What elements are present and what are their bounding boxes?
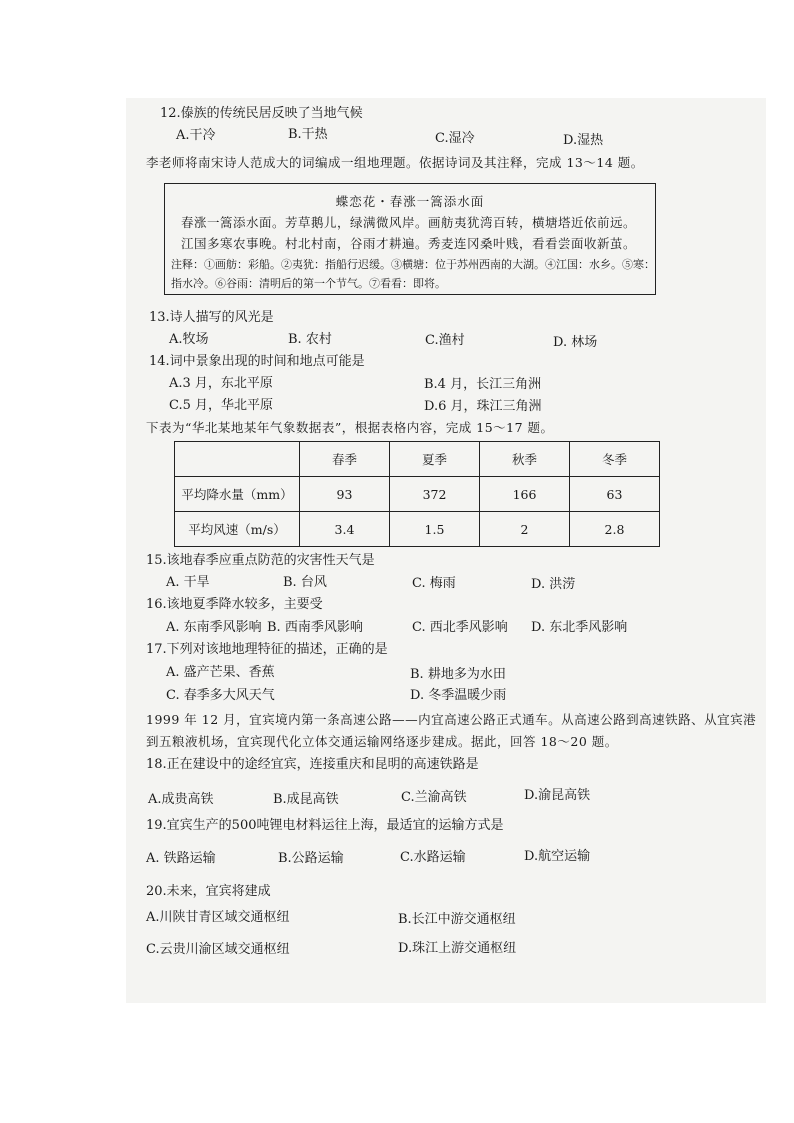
table-cell: 63 (570, 477, 660, 512)
q18-stem: 18.正在建设中的途经宜宾，连接重庆和昆明的高速铁路是 (146, 757, 479, 772)
q12-option-a: A.干冷 (176, 128, 216, 143)
intro-18-20-line-1: 1999 年 12 月，宜宾境内第一条高速公路——内宜高速公路正式通车。从高速公路到高速铁路、从宜宾港 (146, 712, 757, 727)
table-row-label: 平均降水量（mm） (175, 477, 300, 512)
q19-option-d: D.航空运输 (524, 849, 591, 864)
q17-option-a: A. 盛产芒果、香蕉 (166, 665, 275, 680)
q14-option-c: C.5 月，华北平原 (169, 398, 274, 413)
q18-option-b: B.成昆高铁 (273, 792, 339, 807)
intro-13-14: 李老师将南宋诗人范成大的词编成一组地理题。依据诗词及其注释，完成 13～14 题。 (146, 155, 644, 170)
table-header-cell: 夏季 (390, 442, 480, 477)
q19-option-c: C.水路运输 (400, 850, 466, 865)
q16-option-b: B. 西南季风影响 (267, 620, 363, 635)
table-cell: 372 (390, 477, 480, 512)
table-row (175, 512, 660, 547)
q20-stem: 20.未来，宜宾将建成 (146, 884, 271, 899)
poem-line-1: 春涨一篙添水面。芳草鹅儿，绿满微风岸。画舫夷犹湾百转，横塘塔近依前远。 (181, 215, 637, 230)
table-cell: 2 (480, 512, 570, 547)
table-cell: 1.5 (390, 512, 480, 547)
q13-option-a: A.牧场 (169, 332, 209, 347)
q12-stem: 12.傣族的传统民居反映了当地气候 (160, 106, 363, 121)
q15-option-c: C. 梅雨 (412, 576, 456, 591)
q12-option-c: C.湿冷 (435, 131, 475, 146)
table-header-cell: 秋季 (480, 442, 570, 477)
q16-stem: 16.该地夏季降水较多，主要受 (146, 597, 323, 612)
q12-option-d: D.湿热 (563, 133, 604, 148)
q20-option-c: C.云贵川渝区域交通枢纽 (146, 942, 290, 957)
q20-option-b: B.长江中游交通枢纽 (398, 912, 516, 927)
poem-box (164, 183, 656, 295)
table-row (175, 477, 660, 512)
table-cell: 2.8 (570, 512, 660, 547)
q17-option-d: D. 冬季温暖少雨 (410, 688, 507, 703)
q13-stem: 13.诗人描写的风光是 (149, 310, 274, 325)
q19-option-b: B.公路运输 (278, 851, 344, 866)
table-row-label: 平均风速（m/s） (175, 512, 300, 547)
table-cell: 93 (300, 477, 390, 512)
q20-option-d: D.珠江上游交通枢纽 (398, 941, 517, 956)
q18-option-d: D.渝昆高铁 (524, 788, 591, 803)
table-header-cell: 春季 (300, 442, 390, 477)
table-header-row (175, 442, 660, 477)
q20-option-a: A.川陕甘青区域交通枢纽 (146, 910, 290, 925)
table-header-cell (175, 442, 300, 477)
q12-option-b: B.干热 (288, 127, 328, 142)
q13-option-b: B. 农村 (288, 332, 332, 347)
q13-option-c: C.渔村 (425, 333, 465, 348)
weather-data-table (174, 441, 660, 547)
q15-option-b: B. 台风 (283, 575, 327, 590)
q14-option-a: A.3 月，东北平原 (169, 376, 273, 391)
intro-15-17: 下表为“华北某地某年气象数据表”，根据表格内容，完成 15～17 题。 (146, 420, 554, 435)
poem-line-2: 江国多寒农事晚。村北村南，谷雨才耕遍。秀麦连冈桑叶贱，看看尝面收新茧。 (181, 236, 637, 251)
q15-stem: 15.该地春季应重点防范的灾害性天气是 (146, 553, 375, 568)
q14-option-d: D.6 月，珠江三角洲 (424, 399, 542, 414)
q17-option-c: C. 春季多大风天气 (166, 688, 275, 703)
q14-stem: 14.词中景象出现的时间和地点可能是 (149, 354, 365, 369)
q14-option-b: B.4 月，长江三角洲 (424, 377, 542, 392)
intro-18-20-line-2: 到五粮液机场，宜宾现代化立体交通运输网络逐步建成。据此，回答 18～20 题。 (146, 734, 618, 749)
poem-note-1: 注释：①画舫：彩船。②夷犹：指船行迟缓。③横塘：位于苏州西南的大湖。④江国：水乡。⑤寒： (171, 258, 655, 271)
q16-option-a: A. 东南季风影响 (166, 620, 262, 635)
q18-option-a: A.成贵高铁 (148, 792, 214, 807)
q16-option-d: D. 东北季风影响 (531, 620, 628, 635)
poem-title: 蝶恋花・春涨一篙添水面 (335, 194, 485, 209)
q18-option-c: C.兰渝高铁 (401, 790, 467, 805)
q17-option-b: B. 耕地多为水田 (410, 667, 506, 682)
table-cell: 166 (480, 477, 570, 512)
q15-option-d: D. 洪涝 (531, 577, 576, 592)
q19-stem: 19.宜宾生产的500吨锂电材料运往上海，最适宜的运输方式是 (146, 818, 504, 833)
q15-option-a: A. 干旱 (166, 575, 210, 590)
table-header-cell: 冬季 (570, 442, 660, 477)
q16-option-c: C. 西北季风影响 (412, 620, 508, 635)
table-cell: 3.4 (300, 512, 390, 547)
q17-stem: 17.下列对该地地理特征的描述，正确的是 (146, 642, 388, 657)
poem-note-2: 指水冷。⑥谷雨：清明后的第一个节气。⑦看看：即将。 (171, 277, 446, 290)
q13-option-d: D. 林场 (553, 335, 598, 350)
q19-option-a: A. 铁路运输 (146, 851, 216, 866)
